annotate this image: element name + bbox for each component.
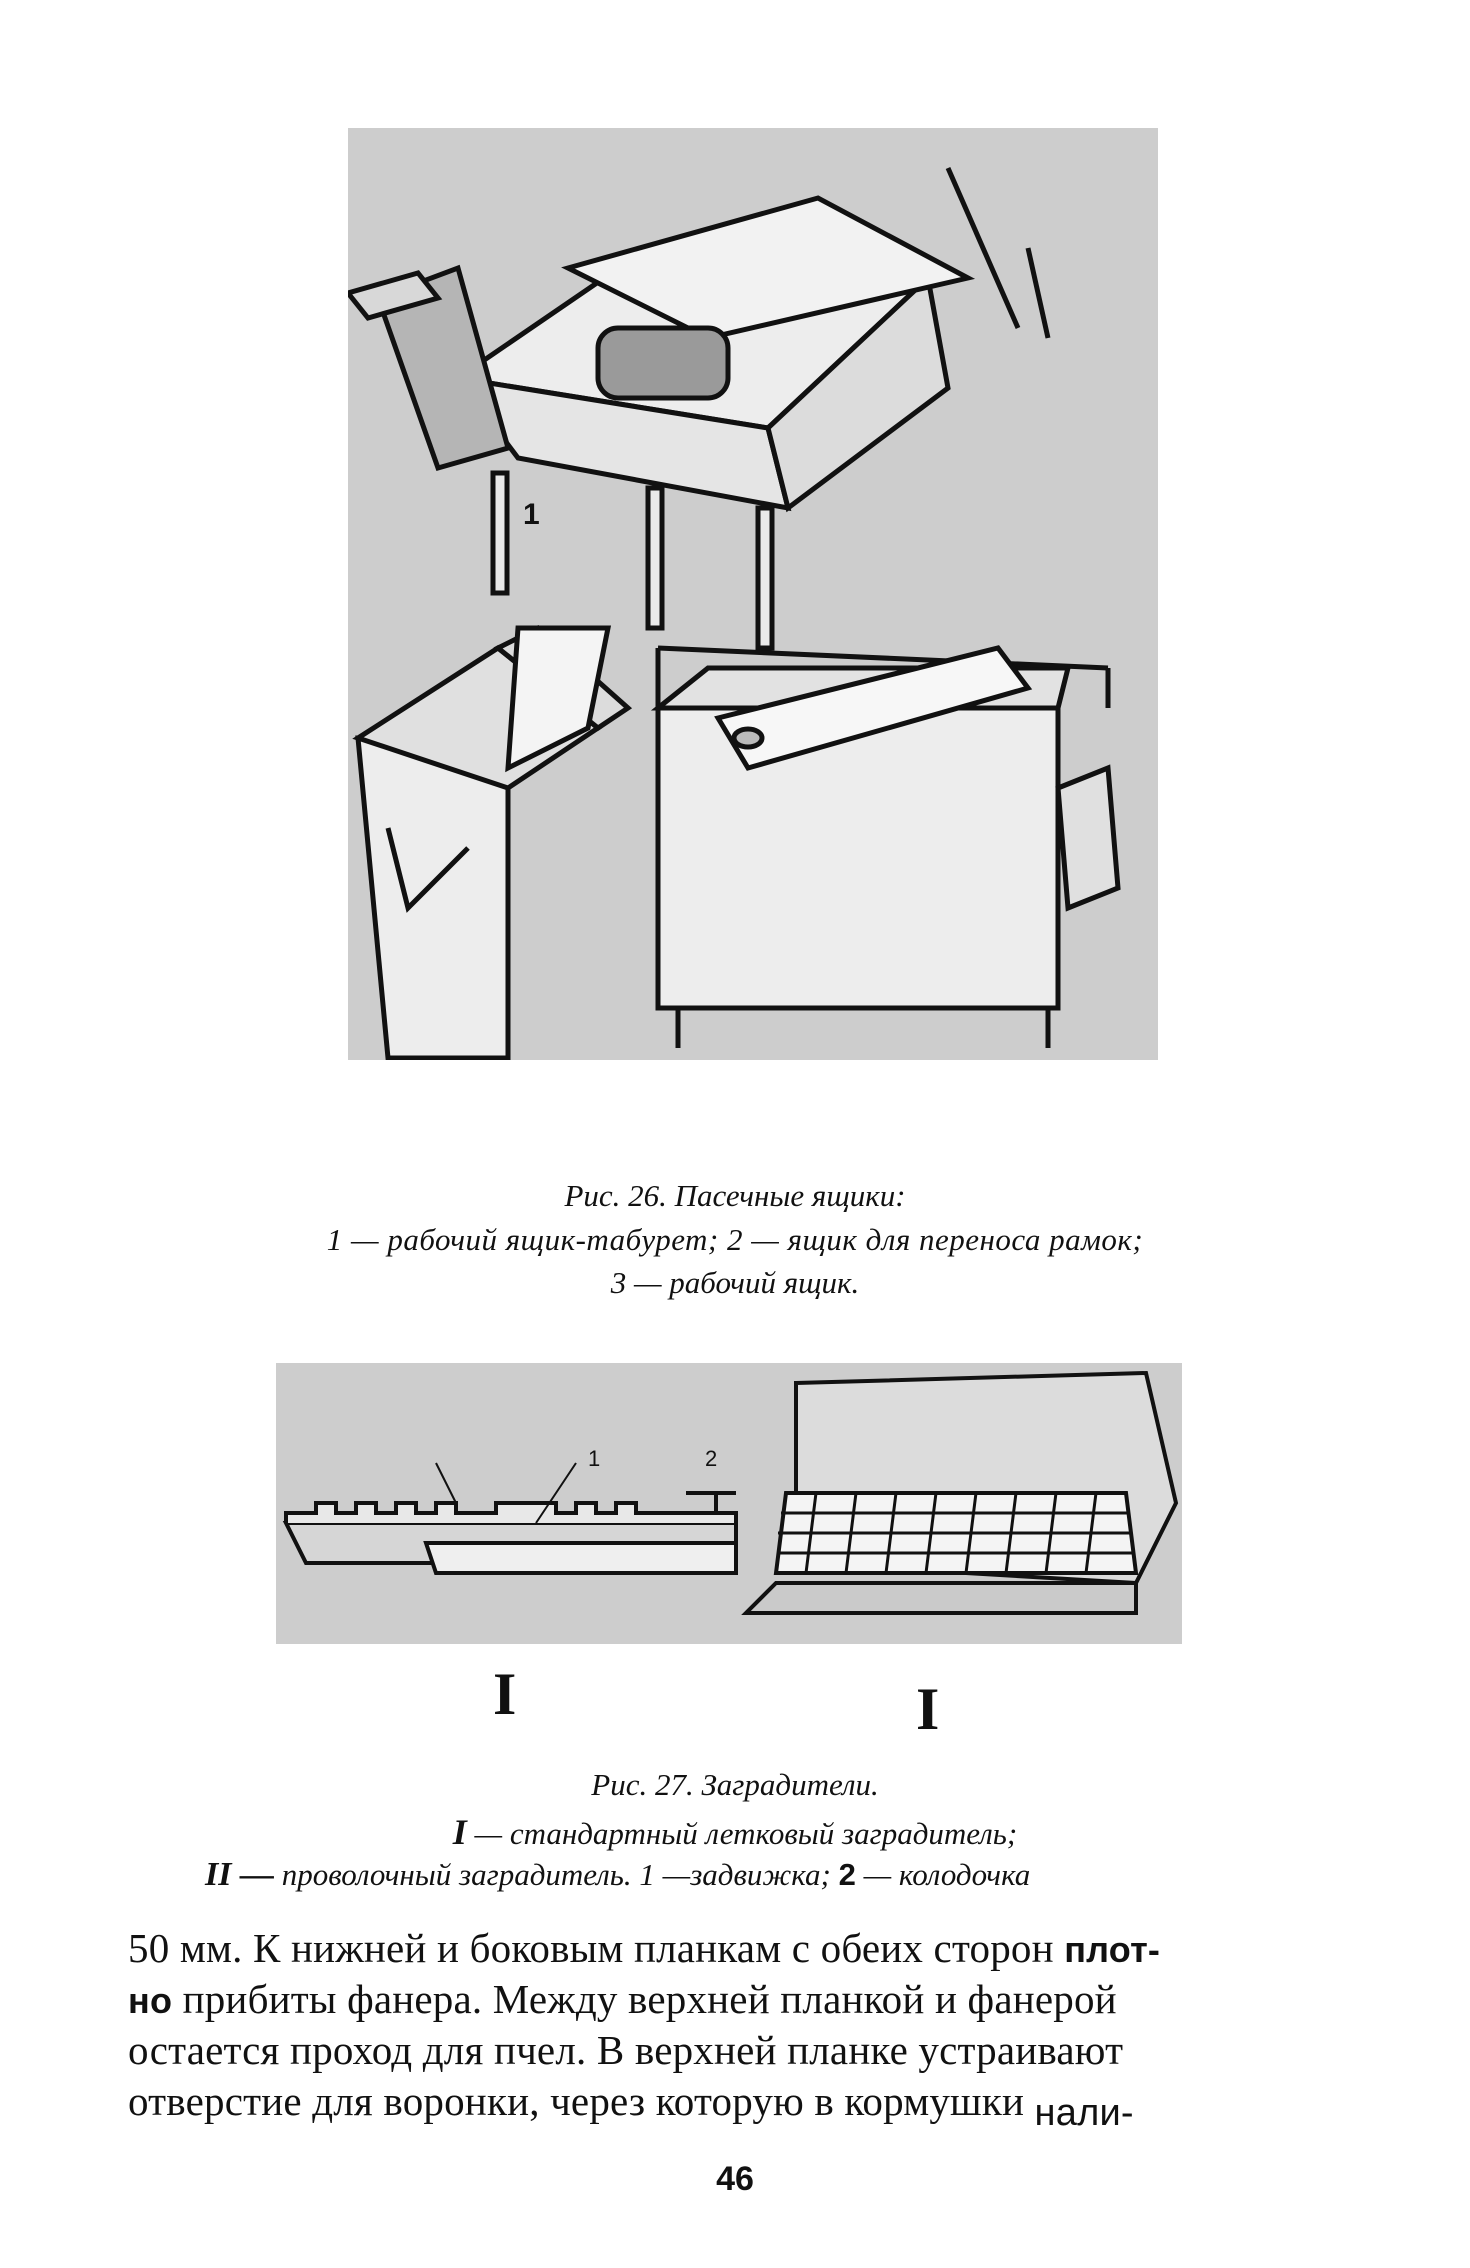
figure-27-caption-line-2 [0, 1811, 1470, 1853]
figure-27-caption-line-3-b: —задвижка; [654, 1857, 839, 1892]
body-text-line-1 [128, 1924, 1160, 1972]
figure-27-caption-roman-1: I [452, 1812, 467, 1852]
figure-27-illustration [276, 1363, 1182, 1644]
figure-27-caption-num-2: 2 [838, 1857, 856, 1892]
figure-27-marker-right: I [916, 1676, 940, 1742]
figure-27-caption-title: Рис. 27. Заградители. [591, 1767, 879, 1802]
figure-26-label-1: 1 [523, 498, 540, 531]
body-text-line-1-a: 50 мм. К нижней и боковым планкам с обеих сторон [128, 1925, 1065, 1971]
body-text-line-2-rest: прибиты фанера. Между верхней планкой и фанерой [172, 1976, 1117, 2022]
figure-27-label-2: 2 [705, 1446, 718, 1471]
body-text-line-4-a: отверстие для воронки, через которую в кормушки [128, 2078, 1035, 2124]
figure-26-caption-line-2: 1 — рабочий ящик-табурет; 2 — ящик для переноса рамок; [326, 1222, 1144, 1257]
figure-27-caption-line-3-a: проволочный заградитель. [273, 1857, 640, 1892]
work-box-drawing [658, 648, 1118, 1048]
body-text-line-3: остается проход для пчел. В верхней планке устраивают [128, 2027, 1124, 2073]
body-text-line-4-b: нали- [1034, 2092, 1134, 2134]
page-number: 46 [716, 2160, 754, 2198]
figure-26-illustration [348, 128, 1158, 1060]
figure-27-caption-num-1: 1 [639, 1857, 655, 1892]
body-text-line-1-bold: плот- [1064, 1929, 1161, 1970]
figure-27-caption-roman-2: II — [205, 1856, 274, 1893]
figure-26-caption-line-3: 3 — рабочий ящик. [610, 1265, 860, 1300]
figure-27-caption-line-2-text: — стандартный летковый заградитель; [466, 1816, 1018, 1851]
body-text-line-2 [128, 1975, 1117, 2023]
body-text-line-2-bold: но [128, 1980, 173, 2021]
figure-26-caption-title: Рис. 26. Пасечные ящики: [564, 1178, 906, 1213]
figure-27-label-1: 1 [588, 1446, 601, 1471]
figure-27-caption-line-3-c: — колодочка [855, 1857, 1031, 1892]
figure-27-marker-left: I [493, 1661, 517, 1727]
body-text-line-4 [128, 2077, 1134, 2134]
figure-27-caption-line-3 [205, 1856, 1030, 1894]
